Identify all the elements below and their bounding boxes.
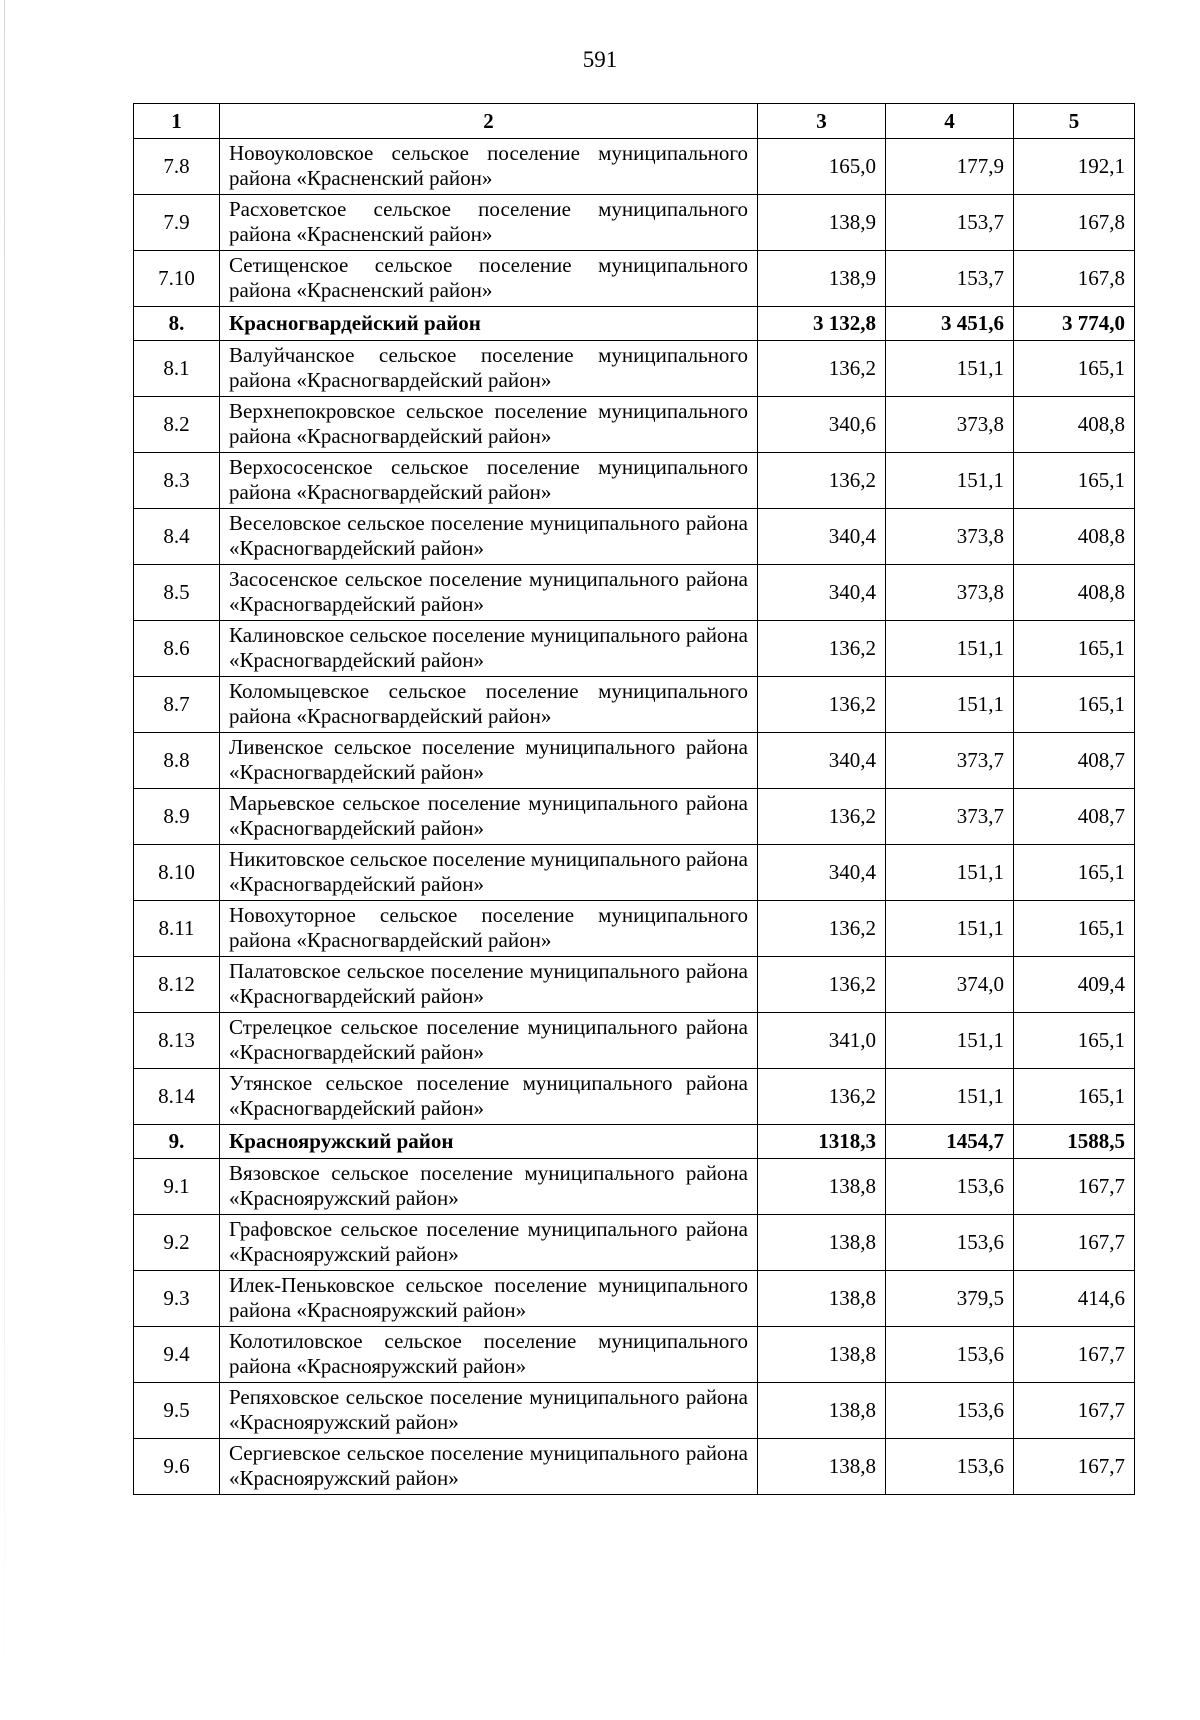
settlement-name-cell: Илек-Пеньковское сельское поселение муниципального района «Краснояружский район» [220,1271,758,1327]
settlement-name-cell: Графовское сельское поселение муниципального района «Краснояружский район» [220,1215,758,1271]
row-number-cell: 8.9 [134,789,220,845]
value-col5-cell: 165,1 [1014,1013,1135,1069]
value-col5-cell: 192,1 [1014,139,1135,195]
settlement-name-cell: Утянское сельское поселение муниципального района «Красногвардейский район» [220,1069,758,1125]
row-number-cell: 9. [134,1125,220,1159]
value-col3-cell: 138,9 [758,195,886,251]
value-col4-cell: 153,6 [886,1327,1014,1383]
column-header-2: 2 [220,104,758,139]
row-number-cell: 7.10 [134,251,220,307]
value-col4-cell: 151,1 [886,1013,1014,1069]
table-row [134,1215,1135,1271]
value-col3-cell: 340,4 [758,733,886,789]
value-col5-cell: 167,7 [1014,1327,1135,1383]
row-number-cell: 8.7 [134,677,220,733]
table-row [134,453,1135,509]
table-row [134,139,1135,195]
settlement-name-cell: Красногвардейский район [220,307,758,341]
value-col5-cell: 408,8 [1014,509,1135,565]
value-col5-cell: 165,1 [1014,341,1135,397]
value-col5-cell: 165,1 [1014,1069,1135,1125]
value-col3-cell: 138,8 [758,1215,886,1271]
value-col3-cell: 138,9 [758,251,886,307]
settlement-name-cell: Новохуторное сельское поселение муниципального района «Красногвардейский район» [220,901,758,957]
value-col3-cell: 138,8 [758,1271,886,1327]
value-col3-cell: 138,8 [758,1327,886,1383]
value-col4-cell: 151,1 [886,453,1014,509]
row-number-cell: 7.8 [134,139,220,195]
value-col4-cell: 151,1 [886,901,1014,957]
row-number-cell: 9.3 [134,1271,220,1327]
value-col5-cell: 167,7 [1014,1215,1135,1271]
value-col4-cell: 177,9 [886,139,1014,195]
row-number-cell: 9.1 [134,1159,220,1215]
value-col4-cell: 373,8 [886,509,1014,565]
value-col4-cell: 1454,7 [886,1125,1014,1159]
value-col4-cell: 153,7 [886,251,1014,307]
value-col5-cell: 1588,5 [1014,1125,1135,1159]
value-col4-cell: 373,8 [886,565,1014,621]
value-col3-cell: 340,4 [758,845,886,901]
table-row [134,621,1135,677]
value-col3-cell: 138,8 [758,1159,886,1215]
value-col4-cell: 3 451,6 [886,307,1014,341]
settlement-name-cell: Палатовское сельское поселение муниципального района «Красногвардейский район» [220,957,758,1013]
district-total-row [134,307,1135,341]
value-col5-cell: 3 774,0 [1014,307,1135,341]
settlement-name-cell: Никитовское сельское поселение муниципального района «Красногвардейский район» [220,845,758,901]
value-col3-cell: 1318,3 [758,1125,886,1159]
value-col3-cell: 136,2 [758,1069,886,1125]
table-row [134,509,1135,565]
value-col3-cell: 340,6 [758,397,886,453]
value-col5-cell: 167,7 [1014,1159,1135,1215]
value-col5-cell: 165,1 [1014,845,1135,901]
row-number-cell: 8.10 [134,845,220,901]
settlement-name-cell: Краснояружский район [220,1125,758,1159]
column-header-3: 3 [758,104,886,139]
row-number-cell: 8. [134,307,220,341]
table-row [134,251,1135,307]
page-number: 591 [582,47,618,72]
settlement-name-cell: Валуйчанское сельское поселение муниципального района «Красногвардейский район» [220,341,758,397]
value-col3-cell: 340,4 [758,565,886,621]
value-col5-cell: 414,6 [1014,1271,1135,1327]
row-number-cell: 8.8 [134,733,220,789]
value-col5-cell: 165,1 [1014,677,1135,733]
value-col5-cell: 408,8 [1014,397,1135,453]
value-col4-cell: 153,6 [886,1159,1014,1215]
value-col3-cell: 136,2 [758,957,886,1013]
row-number-cell: 8.5 [134,565,220,621]
value-col4-cell: 151,1 [886,341,1014,397]
value-col3-cell: 3 132,8 [758,307,886,341]
table-header-row [134,104,1135,139]
value-col4-cell: 151,1 [886,677,1014,733]
value-col4-cell: 153,6 [886,1215,1014,1271]
value-col5-cell: 167,7 [1014,1383,1135,1439]
settlement-name-cell: Расховетское сельское поселение муниципального района «Красненский район» [220,195,758,251]
value-col5-cell: 409,4 [1014,957,1135,1013]
row-number-cell: 8.3 [134,453,220,509]
value-col5-cell: 165,1 [1014,453,1135,509]
value-col4-cell: 153,7 [886,195,1014,251]
table-row [134,845,1135,901]
value-col5-cell: 167,8 [1014,251,1135,307]
value-col4-cell: 153,6 [886,1383,1014,1439]
settlement-name-cell: Сергиевское сельское поселение муниципального района «Краснояружский район» [220,1439,758,1495]
row-number-cell: 9.2 [134,1215,220,1271]
value-col3-cell: 138,8 [758,1383,886,1439]
value-col4-cell: 373,7 [886,789,1014,845]
table-row [134,195,1135,251]
settlement-name-cell: Веселовское сельское поселение муниципального района «Красногвардейский район» [220,509,758,565]
settlement-name-cell: Ливенское сельское поселение муниципального района «Красногвардейский район» [220,733,758,789]
row-number-cell: 8.2 [134,397,220,453]
table-row [134,789,1135,845]
value-col4-cell: 379,5 [886,1271,1014,1327]
table-row [134,957,1135,1013]
row-number-cell: 8.6 [134,621,220,677]
table-row [134,1069,1135,1125]
value-col3-cell: 136,2 [758,677,886,733]
value-col3-cell: 341,0 [758,1013,886,1069]
value-col5-cell: 165,1 [1014,901,1135,957]
row-number-cell: 8.13 [134,1013,220,1069]
table-row [134,397,1135,453]
row-number-cell: 8.14 [134,1069,220,1125]
settlement-name-cell: Верхнепокровское сельское поселение муниципального района «Красногвардейский район» [220,397,758,453]
table-row [134,1327,1135,1383]
value-col3-cell: 136,2 [758,341,886,397]
table-row [134,565,1135,621]
value-col5-cell: 408,7 [1014,733,1135,789]
table-row [134,341,1135,397]
settlement-name-cell: Засосенское сельское поселение муниципального района «Красногвардейский район» [220,565,758,621]
row-number-cell: 8.12 [134,957,220,1013]
value-col5-cell: 408,7 [1014,789,1135,845]
settlement-name-cell: Новоуколовское сельское поселение муниципального района «Красненский район» [220,139,758,195]
value-col4-cell: 373,8 [886,397,1014,453]
settlement-name-cell: Вязовское сельское поселение муниципального района «Краснояружский район» [220,1159,758,1215]
scan-edge [4,0,5,1720]
value-col5-cell: 167,7 [1014,1439,1135,1495]
settlement-name-cell: Стрелецкое сельское поселение муниципального района «Красногвардейский район» [220,1013,758,1069]
settlement-name-cell: Сетищенское сельское поселение муниципального района «Красненский район» [220,251,758,307]
value-col3-cell: 136,2 [758,901,886,957]
value-col3-cell: 138,8 [758,1439,886,1495]
budget-table [133,103,1135,1495]
table-row [134,1159,1135,1215]
value-col3-cell: 340,4 [758,509,886,565]
settlement-name-cell: Верхососенское сельское поселение муниципального района «Красногвардейский район» [220,453,758,509]
row-number-cell: 8.1 [134,341,220,397]
value-col3-cell: 165,0 [758,139,886,195]
column-header-1: 1 [134,104,220,139]
row-number-cell: 9.5 [134,1383,220,1439]
row-number-cell: 9.4 [134,1327,220,1383]
value-col4-cell: 151,1 [886,621,1014,677]
settlement-name-cell: Репяховское сельское поселение муниципального района «Краснояружский район» [220,1383,758,1439]
column-header-4: 4 [886,104,1014,139]
value-col4-cell: 151,1 [886,1069,1014,1125]
settlement-name-cell: Марьевское сельское поселение муниципального района «Красногвардейский район» [220,789,758,845]
value-col3-cell: 136,2 [758,453,886,509]
table-row [134,677,1135,733]
value-col4-cell: 374,0 [886,957,1014,1013]
table-row [134,733,1135,789]
value-col3-cell: 136,2 [758,789,886,845]
settlement-name-cell: Коломыцевское сельское поселение муниципального района «Красногвардейский район» [220,677,758,733]
row-number-cell: 7.9 [134,195,220,251]
value-col5-cell: 167,8 [1014,195,1135,251]
value-col5-cell: 165,1 [1014,621,1135,677]
column-header-5: 5 [1014,104,1135,139]
value-col3-cell: 136,2 [758,621,886,677]
table-row [134,1439,1135,1495]
district-total-row [134,1125,1135,1159]
settlement-name-cell: Калиновское сельское поселение муниципального района «Красногвардейский район» [220,621,758,677]
table-row [134,1383,1135,1439]
table-row [134,1013,1135,1069]
table-row [134,1271,1135,1327]
settlement-name-cell: Колотиловское сельское поселение муниципального района «Краснояружский район» [220,1327,758,1383]
value-col4-cell: 151,1 [886,845,1014,901]
table-row [134,901,1135,957]
table-body [134,139,1135,1495]
value-col4-cell: 153,6 [886,1439,1014,1495]
row-number-cell: 8.11 [134,901,220,957]
row-number-cell: 8.4 [134,509,220,565]
row-number-cell: 9.6 [134,1439,220,1495]
value-col5-cell: 408,8 [1014,565,1135,621]
value-col4-cell: 373,7 [886,733,1014,789]
